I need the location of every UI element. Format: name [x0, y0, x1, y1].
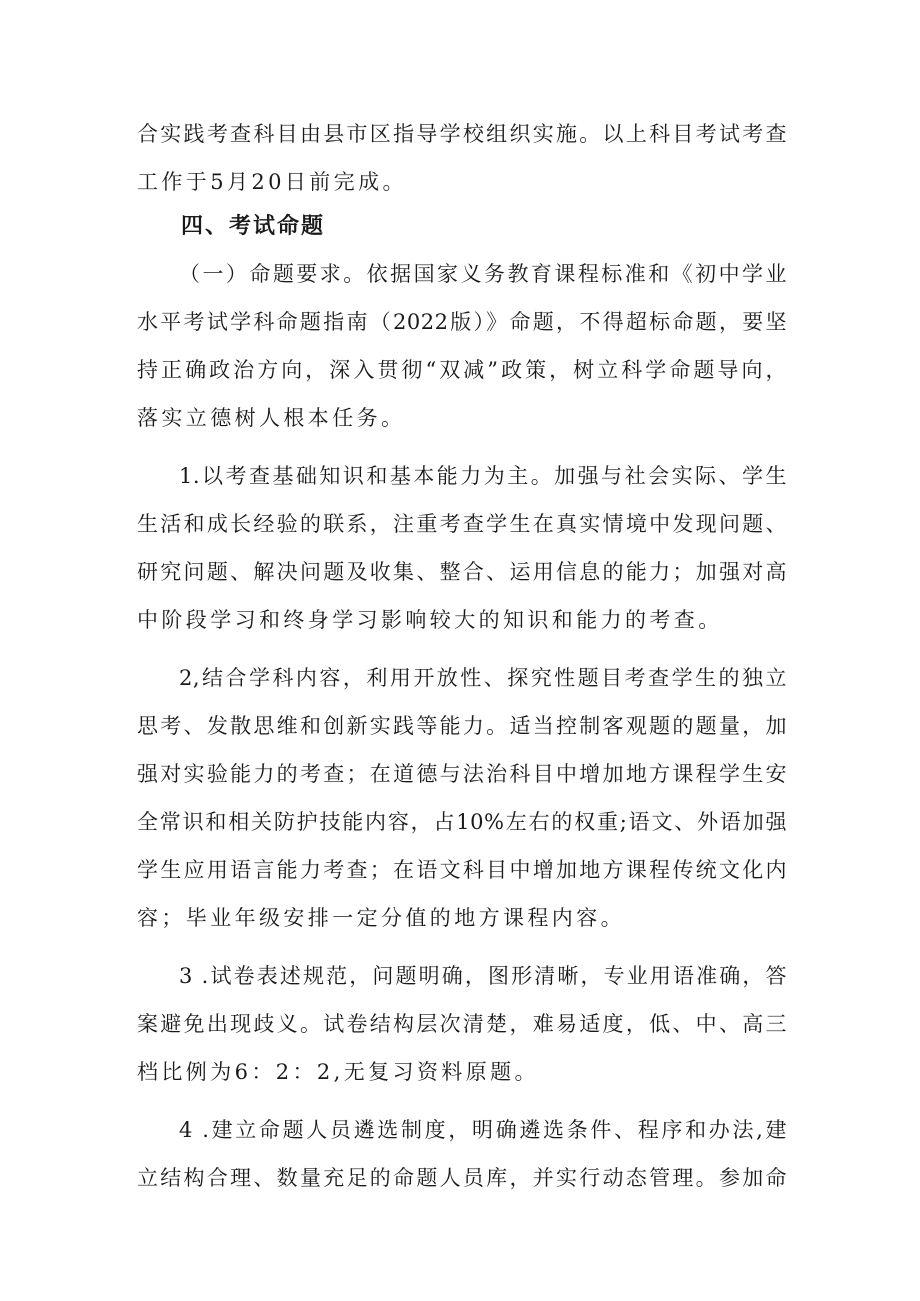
paragraph-line: 思考、发散思维和创新实践等能力。适当控制客观题的题量，加 — [137, 714, 787, 738]
paragraph-line: 落实立德树人根本任务。 — [137, 406, 406, 430]
paragraph-line: 学生应用语言能力考查；在语文科目中增加地方课程传统文化内 — [137, 858, 787, 882]
paragraph-line: 研究问题、解决问题及收集、整合、运用信息的能力；加强对高 — [137, 560, 787, 584]
paragraph-line: 3 .试卷表述规范，问题明确，图形清晰，专业用语准确，答 — [179, 964, 787, 988]
paragraph-line: 合实践考查科目由县市区指导学校组织实施。以上科目考试考查 — [137, 122, 787, 146]
paragraph-line: 生活和成长经验的联系，注重考查学生在真实情境中发现问题、 — [137, 512, 787, 536]
paragraph-line: （一）命题要求。依据国家义务教育课程标准和《初中学业 — [179, 262, 787, 286]
paragraph-line: 1.以考查基础知识和基本能力为主。加强与社会实际、学生 — [179, 464, 787, 488]
paragraph-line: 立结构合理、数量充足的命题人员库，并实行动态管理。参加命 — [137, 1166, 787, 1190]
paragraph-line: 工作于5月20日前完成。 — [137, 170, 407, 194]
paragraph-line: 档比例为6：2：2,无复习资料原题。 — [137, 1060, 539, 1084]
paragraph-line: 2,结合学科内容，利用开放性、探究性题目考查学生的独立 — [179, 666, 787, 690]
paragraph-line: 持正确政治方向，深入贯彻“双减”政策，树立科学命题导向， — [137, 358, 787, 382]
paragraph-line: 中阶段学习和终身学习影响较大的知识和能力的考查。 — [137, 608, 723, 632]
section-heading: 四、考试命题 — [181, 214, 326, 239]
paragraph-line: 案避免出现歧义。试卷结构层次清楚，难易适度，低、中、高三 — [137, 1012, 787, 1036]
paragraph-line: 全常识和相关防护技能内容，占10%左右的权重;语文、外语加强 — [137, 810, 787, 834]
paragraph-line: 4 .建立命题人员遴选制度，明确遴选条件、程序和办法,建 — [179, 1118, 787, 1142]
paragraph-line: 水平考试学科命题指南（2022版）》命题，不得超标命题，要坚 — [137, 310, 787, 334]
paragraph-line: 容；毕业年级安排一定分值的地方课程内容。 — [137, 906, 625, 930]
paragraph-line: 强对实验能力的考查；在道德与法治科目中增加地方课程学生安 — [137, 762, 787, 786]
